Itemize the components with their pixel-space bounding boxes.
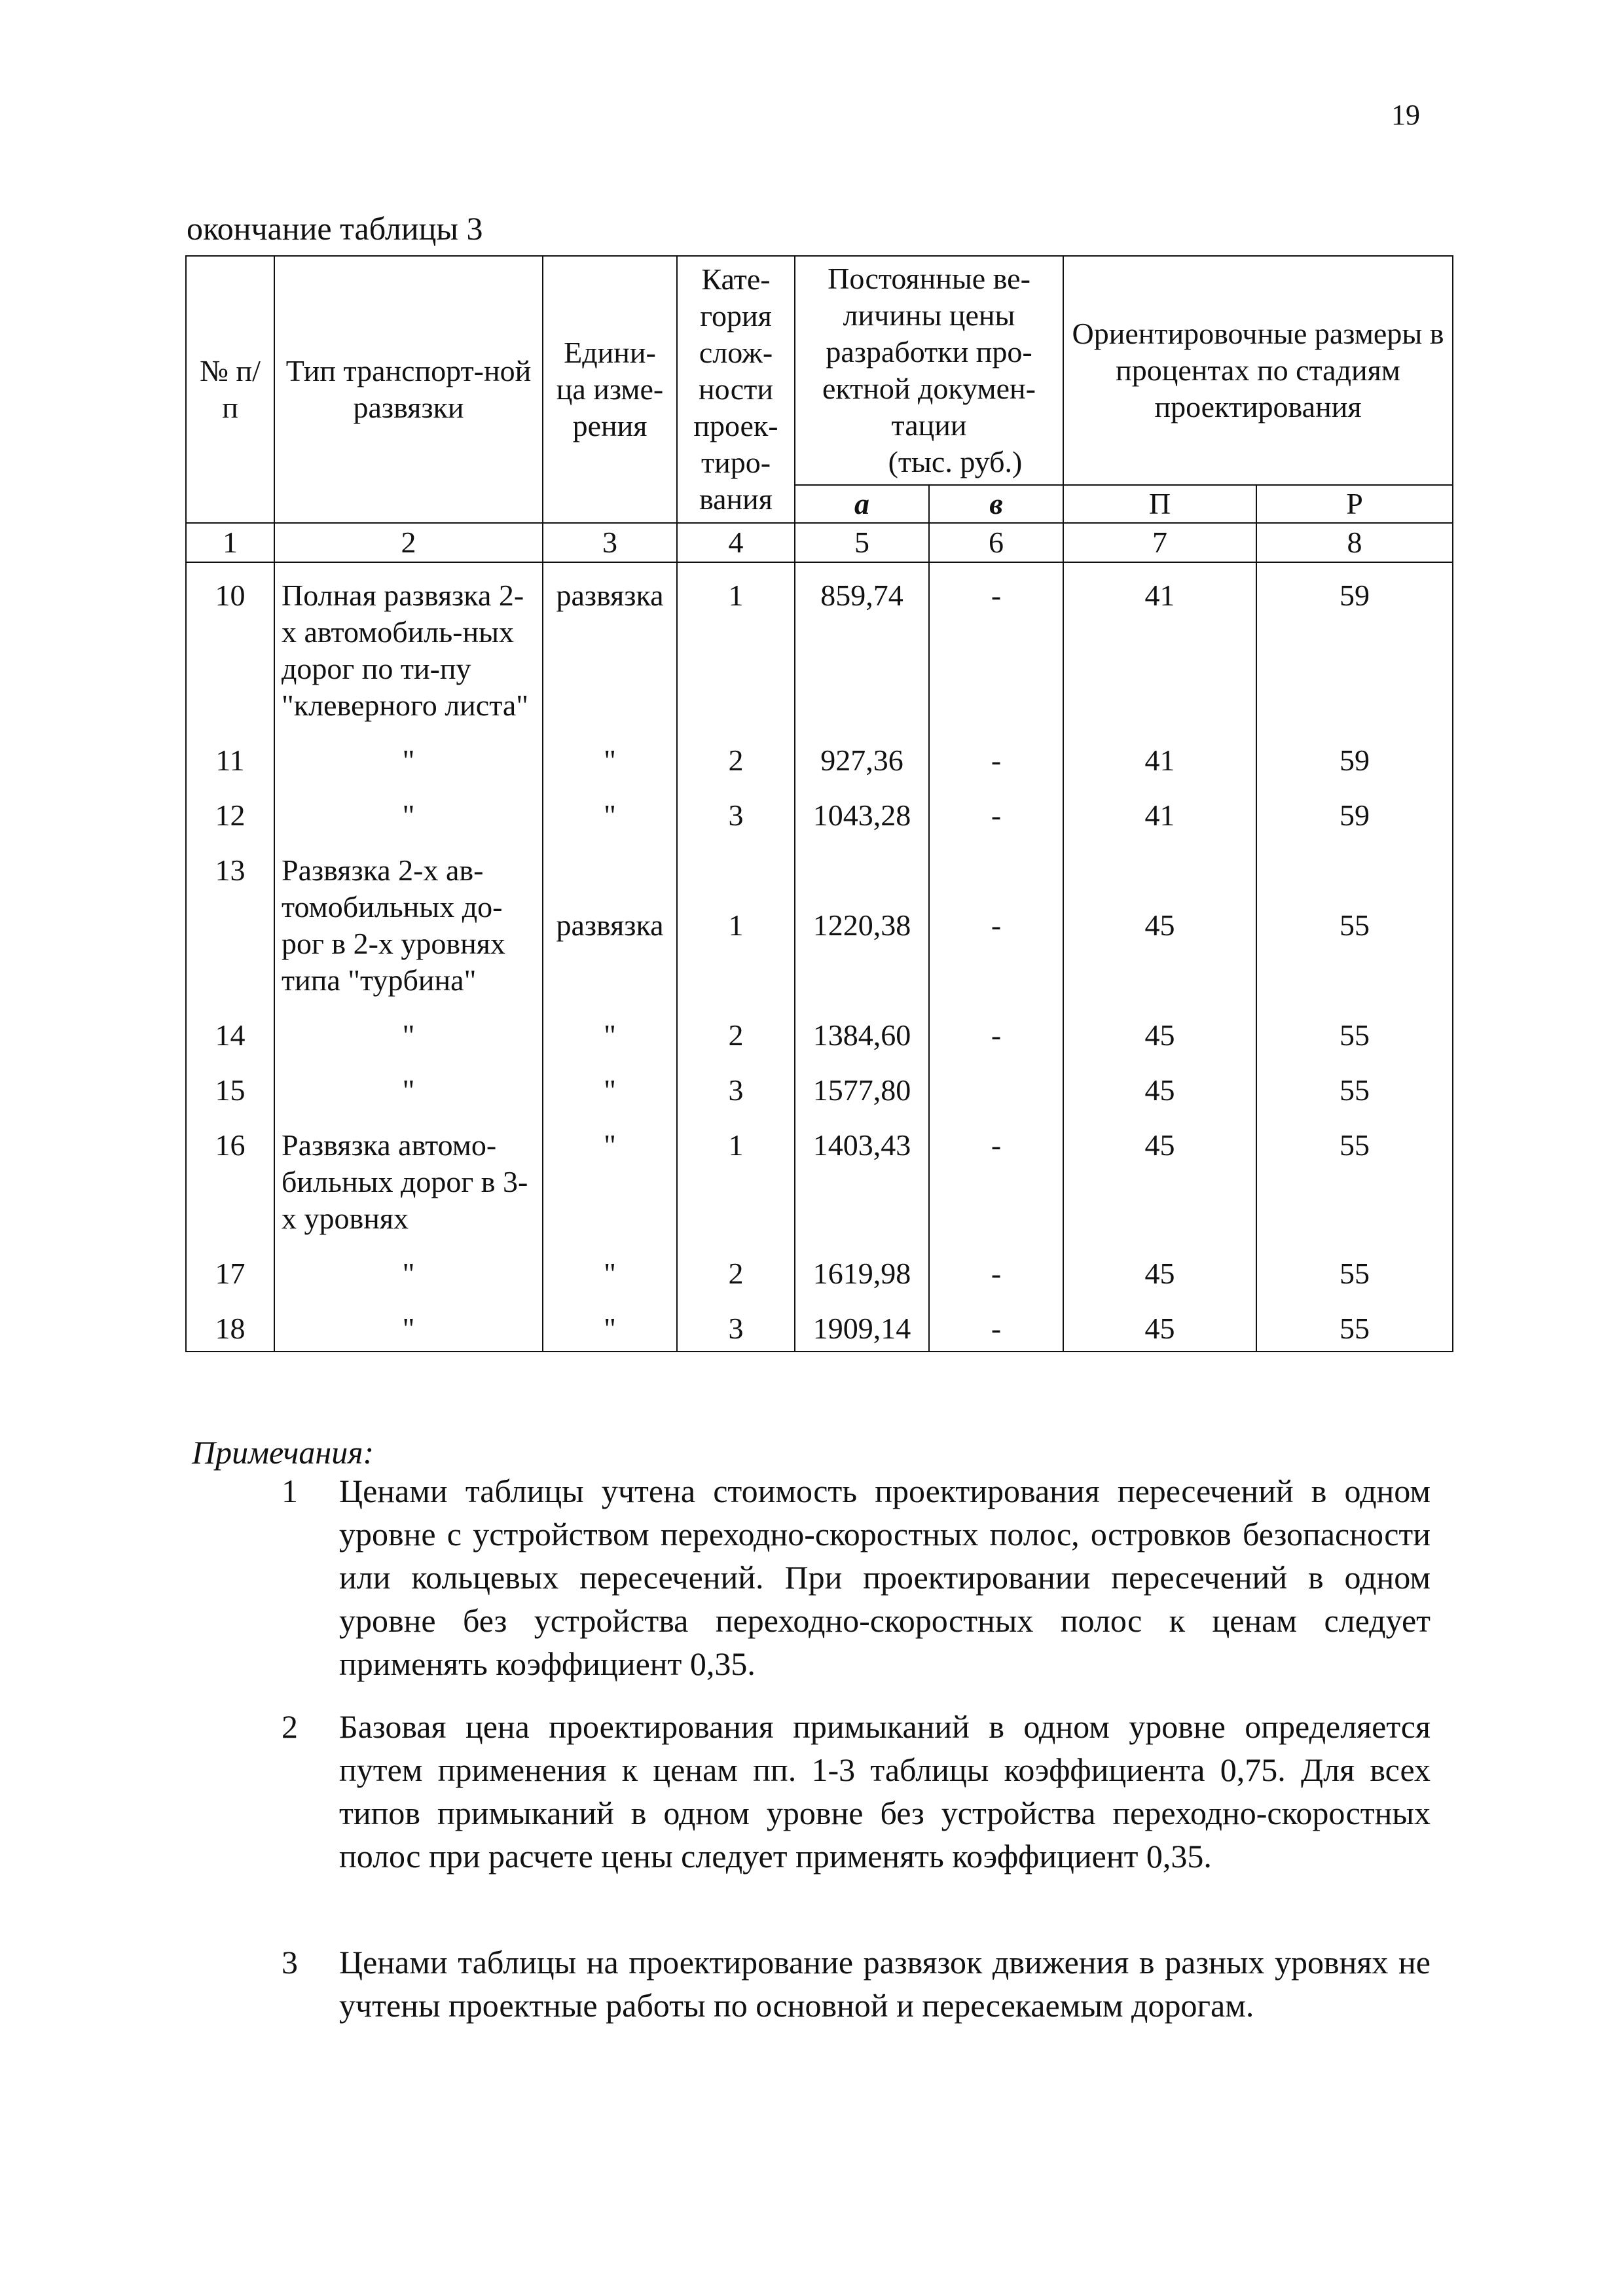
row-value-a: 1043,28	[795, 783, 929, 838]
row-percent-p: 45	[1063, 838, 1256, 1003]
column-number: 5	[795, 523, 929, 562]
row-value-b	[929, 1058, 1063, 1113]
row-percent-p: 45	[1063, 1003, 1256, 1058]
row-type: "	[274, 1241, 543, 1296]
row-value-a: 1403,43	[795, 1113, 929, 1241]
row-percent-p: 45	[1063, 1241, 1256, 1296]
row-value-a: 1384,60	[795, 1003, 929, 1058]
header-unit: Едини-ца изме-рения	[543, 256, 677, 523]
row-value-b: -	[929, 562, 1063, 728]
row-percent-r: 55	[1256, 1058, 1453, 1113]
row-category: 3	[677, 1296, 795, 1352]
header-type: Тип транспорт-ной развязки	[274, 256, 543, 523]
table-row	[186, 1003, 1453, 1058]
notes-title: Примечания:	[192, 1434, 374, 1471]
row-value-a: 1220,38	[795, 838, 929, 1003]
column-number: 4	[677, 523, 795, 562]
header-num: № п/п	[186, 256, 274, 523]
row-type: "	[274, 728, 543, 783]
note-text: Ценами таблицы учтена стоимость проектирования пересечений в одном уровне с устройством переходно-скоростных полос, островков безопасности или кольцевых пересечений. При проектировании пересечений в одном уровне без устройства переходно-скоростных полос к ценам следует применять коэффициент 0,35.	[339, 1473, 1431, 1682]
row-num: 18	[186, 1296, 274, 1352]
row-num: 15	[186, 1058, 274, 1113]
row-category: 1	[677, 838, 795, 1003]
row-value-b: -	[929, 1241, 1063, 1296]
row-type: Развязка 2-х ав-томобильных до-рог в 2-х уровнях типа "турбина"	[274, 838, 543, 1003]
header-const-units: (тыс. руб.)	[888, 445, 1023, 478]
row-unit: развязка	[543, 562, 677, 728]
note-number: 1	[282, 1473, 298, 1509]
row-unit: развязка	[543, 838, 677, 1003]
row-num: 14	[186, 1003, 274, 1058]
row-num: 11	[186, 728, 274, 783]
row-type: "	[274, 1296, 543, 1352]
row-unit: "	[543, 1113, 677, 1241]
table-row	[186, 1241, 1453, 1296]
row-percent-p: 41	[1063, 783, 1256, 838]
row-unit: "	[543, 1241, 677, 1296]
row-percent-r: 55	[1256, 1113, 1453, 1241]
price-table	[185, 255, 1453, 1352]
header-const-values-text: Постоянные ве-личины цены разработки про-ектной докумен-тации	[822, 262, 1036, 442]
row-type: "	[274, 1003, 543, 1058]
row-percent-p: 45	[1063, 1058, 1256, 1113]
note-number: 3	[282, 1944, 298, 1981]
row-percent-r: 59	[1256, 728, 1453, 783]
column-numbers-row	[186, 523, 1453, 562]
row-type: "	[274, 1058, 543, 1113]
row-value-a: 927,36	[795, 728, 929, 783]
row-type: Полная развязка 2-х автомобиль-ных дорог по ти-пу "клеверного листа"	[274, 562, 543, 728]
header-category: Кате-гория слож-ности проек-тиро-вания	[677, 256, 795, 523]
row-percent-p: 45	[1063, 1113, 1256, 1241]
column-number: 3	[543, 523, 677, 562]
table-row	[186, 838, 1453, 1003]
row-percent-r: 55	[1256, 1003, 1453, 1058]
row-unit: "	[543, 1003, 677, 1058]
row-category: 2	[677, 728, 795, 783]
page-number: 19	[1391, 99, 1420, 131]
row-percent-r: 59	[1256, 783, 1453, 838]
row-percent-p: 41	[1063, 728, 1256, 783]
table-row	[186, 1058, 1453, 1113]
row-category: 1	[677, 1113, 795, 1241]
row-percent-r: 55	[1256, 838, 1453, 1003]
row-value-a: 1909,14	[795, 1296, 929, 1352]
row-percent-r: 55	[1256, 1296, 1453, 1352]
column-number: 2	[274, 523, 543, 562]
table-caption: окончание таблицы 3	[187, 210, 483, 247]
table-row	[186, 783, 1453, 838]
row-type: Развязка автомо-бильных дорог в 3-х уровнях	[274, 1113, 543, 1241]
row-num: 13	[186, 838, 274, 1003]
row-value-a: 1577,80	[795, 1058, 929, 1113]
row-unit: "	[543, 1296, 677, 1352]
row-value-b: -	[929, 1003, 1063, 1058]
note-item	[282, 1469, 1431, 1685]
row-percent-r: 55	[1256, 1241, 1453, 1296]
row-num: 12	[186, 783, 274, 838]
table-row	[186, 728, 1453, 783]
note-item	[282, 1941, 1431, 2027]
table-row	[186, 562, 1453, 728]
row-value-a: 859,74	[795, 562, 929, 728]
header-sub-p: П	[1063, 485, 1256, 523]
row-unit: "	[543, 783, 677, 838]
row-category: 1	[677, 562, 795, 728]
row-category: 3	[677, 1058, 795, 1113]
row-value-b: -	[929, 728, 1063, 783]
row-num: 10	[186, 562, 274, 728]
row-value-b: -	[929, 783, 1063, 838]
row-num: 16	[186, 1113, 274, 1241]
header-sub-a: а	[795, 485, 929, 523]
table-row	[186, 1113, 1453, 1241]
row-category: 2	[677, 1241, 795, 1296]
row-unit: "	[543, 728, 677, 783]
header-percent: Ориентировочные размеры в процентах по стадиям проектирования	[1063, 256, 1453, 485]
column-number: 6	[929, 523, 1063, 562]
row-category: 3	[677, 783, 795, 838]
note-text: Базовая цена проектирования примыканий в одном уровне определяется путем применения к ценам пп. 1-3 таблицы коэффициента 0,75. Для всех типов примыканий в одном уровне без устройства переходно-скоростных полос при расчете цены следует применять коэффициент 0,35.	[339, 1708, 1431, 1874]
note-number: 2	[282, 1708, 298, 1745]
header-const-values	[795, 256, 1063, 485]
header-sub-b: в	[929, 485, 1063, 523]
row-value-b: -	[929, 838, 1063, 1003]
row-type: "	[274, 783, 543, 838]
row-unit: "	[543, 1058, 677, 1113]
table-row	[186, 1296, 1453, 1352]
note-text: Ценами таблицы на проектирование развязок движения в разных уровнях не учтены проектные работы по основной и пересекаемым дорогам.	[339, 1944, 1431, 2024]
header-sub-r: Р	[1256, 485, 1453, 523]
row-num: 17	[186, 1241, 274, 1296]
row-category: 2	[677, 1003, 795, 1058]
column-number: 7	[1063, 523, 1256, 562]
note-item	[282, 1705, 1431, 1878]
row-value-b: -	[929, 1113, 1063, 1241]
column-number: 8	[1256, 523, 1453, 562]
column-number: 1	[186, 523, 274, 562]
row-percent-p: 45	[1063, 1296, 1256, 1352]
row-percent-r: 59	[1256, 562, 1453, 728]
row-value-a: 1619,98	[795, 1241, 929, 1296]
row-percent-p: 41	[1063, 562, 1256, 728]
row-value-b: -	[929, 1296, 1063, 1352]
